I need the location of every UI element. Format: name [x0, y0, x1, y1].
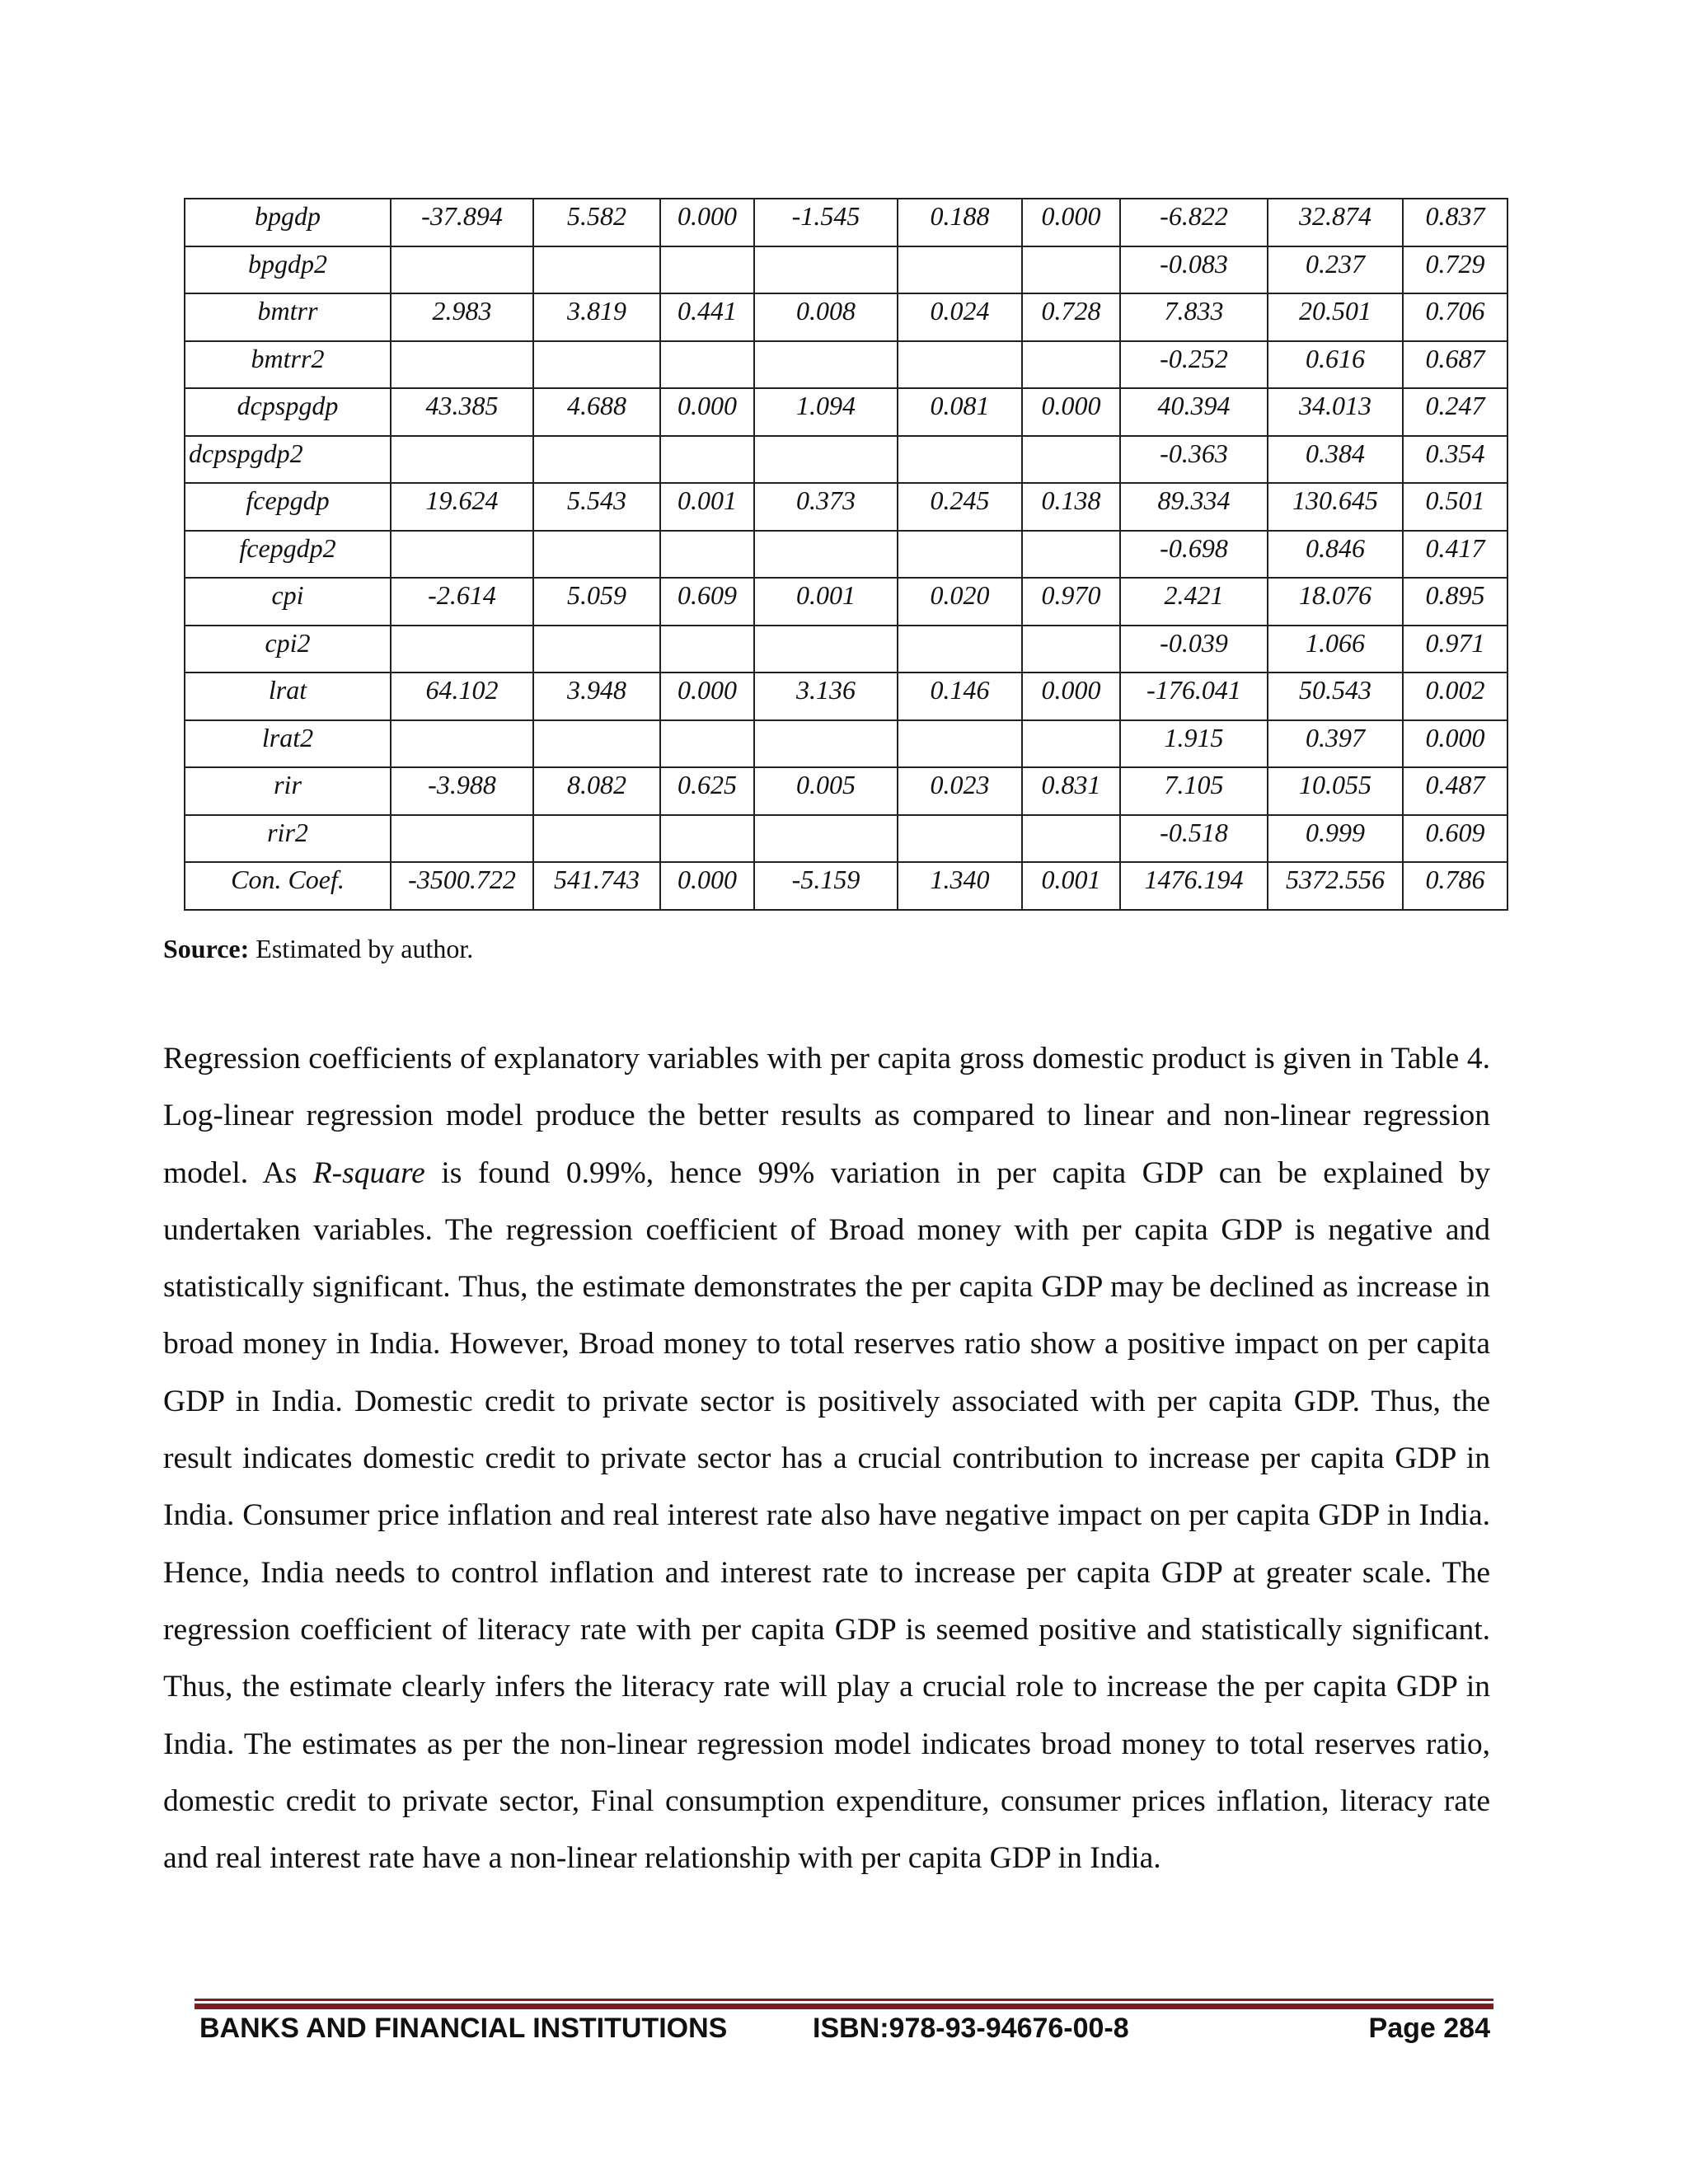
table-cell: 43.385 [391, 388, 533, 436]
table-cell: 89.334 [1120, 483, 1268, 531]
table-cell [1022, 246, 1120, 294]
variable-name-cell: dcpspgdp [185, 388, 391, 436]
table-cell [898, 720, 1022, 768]
table-cell: 0.616 [1268, 341, 1403, 389]
table-cell [391, 531, 533, 579]
table-cell: 18.076 [1268, 578, 1403, 626]
table-cell: 4.688 [533, 388, 660, 436]
table-cell: 1.915 [1120, 720, 1268, 768]
table-cell: 0.001 [660, 483, 754, 531]
table-cell: 0.138 [1022, 483, 1120, 531]
table-cell: 0.000 [660, 673, 754, 720]
table-cell: 8.082 [533, 767, 660, 815]
table-cell [660, 531, 754, 579]
table-row [185, 767, 1507, 815]
variable-name-cell: lrat2 [185, 720, 391, 768]
table-cell: 3.819 [533, 293, 660, 341]
table-cell [754, 626, 898, 673]
table-cell: -37.894 [391, 199, 533, 246]
table-cell [533, 626, 660, 673]
table-cell [898, 341, 1022, 389]
table-cell: 0.008 [754, 293, 898, 341]
table-cell: 0.020 [898, 578, 1022, 626]
table-row [185, 341, 1507, 389]
table-cell [533, 436, 660, 484]
table-cell: 40.394 [1120, 388, 1268, 436]
footer-book-title: BANKS AND FINANCIAL INSTITUTIONS [199, 2013, 728, 2044]
table-cell [898, 436, 1022, 484]
table-cell: -3500.722 [391, 862, 533, 910]
table-cell: 0.000 [1403, 720, 1507, 768]
variable-name-cell: rir2 [185, 815, 391, 863]
table-cell [1022, 531, 1120, 579]
table-cell: -6.822 [1120, 199, 1268, 246]
table-row [185, 720, 1507, 768]
footer-rule-thin [195, 1999, 1493, 2001]
table-cell: -1.545 [754, 199, 898, 246]
table-cell: 0.188 [898, 199, 1022, 246]
table-cell: -0.518 [1120, 815, 1268, 863]
variable-name-cell: fcepgdp [185, 483, 391, 531]
table-cell: 0.417 [1403, 531, 1507, 579]
table-cell [898, 246, 1022, 294]
table-cell [391, 246, 533, 294]
table-cell: 0.728 [1022, 293, 1120, 341]
footer-rule-thick [195, 2004, 1493, 2009]
table-cell: 0.005 [754, 767, 898, 815]
table-cell: -0.083 [1120, 246, 1268, 294]
table-cell: 0.384 [1268, 436, 1403, 484]
table-cell: 10.055 [1268, 767, 1403, 815]
table-cell: 0.023 [898, 767, 1022, 815]
table-cell: 0.625 [660, 767, 754, 815]
paragraph-part-1: Regression coefficients of explanatory variables with per capita gross domestic product is given in Table 4. Log-linear regression model produce the better results as compared to linear and non-linear regression model. As [163, 1042, 1490, 1190]
r-square-term: R-square [312, 1155, 425, 1190]
table-row [185, 436, 1507, 484]
page-footer [199, 2013, 1490, 2054]
table-cell: 0.081 [898, 388, 1022, 436]
table-cell: 0.999 [1268, 815, 1403, 863]
table-cell: 5.543 [533, 483, 660, 531]
table-cell: 0.729 [1403, 246, 1507, 294]
table-cell: 0.706 [1403, 293, 1507, 341]
table-cell [391, 720, 533, 768]
table-cell [533, 720, 660, 768]
table-cell [1022, 815, 1120, 863]
table-cell: 0.846 [1268, 531, 1403, 579]
variable-name-cell: bpgdp [185, 199, 391, 246]
table-source-note [163, 934, 473, 964]
table-row [185, 673, 1507, 720]
table-cell: 0.000 [660, 388, 754, 436]
table-cell [754, 246, 898, 294]
table-cell [1022, 720, 1120, 768]
table-cell: 0.786 [1403, 862, 1507, 910]
table-cell [533, 531, 660, 579]
regression-table-body [185, 199, 1507, 910]
table-cell [754, 720, 898, 768]
variable-name-cell: cpi2 [185, 626, 391, 673]
table-row [185, 199, 1507, 246]
table-cell [898, 531, 1022, 579]
table-cell: 5.582 [533, 199, 660, 246]
table-cell: -5.159 [754, 862, 898, 910]
variable-name-cell: rir [185, 767, 391, 815]
table-cell: -0.363 [1120, 436, 1268, 484]
table-cell: 5372.556 [1268, 862, 1403, 910]
regression-table [184, 198, 1508, 911]
table-cell [1022, 436, 1120, 484]
table-cell: -0.252 [1120, 341, 1268, 389]
table-cell [660, 815, 754, 863]
source-text: Estimated by author. [249, 934, 474, 963]
footer-page-number: Page 284 [1368, 2013, 1490, 2044]
table-row [185, 531, 1507, 579]
variable-name-cell: bmtrr2 [185, 341, 391, 389]
table-cell: 0.001 [1022, 862, 1120, 910]
table-cell: 0.487 [1403, 767, 1507, 815]
table-cell: 0.237 [1268, 246, 1403, 294]
table-cell [754, 531, 898, 579]
table-cell: 0.001 [754, 578, 898, 626]
table-cell: 0.687 [1403, 341, 1507, 389]
table-cell: 0.002 [1403, 673, 1507, 720]
variable-name-cell: cpi [185, 578, 391, 626]
table-row [185, 862, 1507, 910]
table-cell [660, 626, 754, 673]
table-cell: -0.039 [1120, 626, 1268, 673]
table-row [185, 578, 1507, 626]
table-cell: 64.102 [391, 673, 533, 720]
table-cell: 0.971 [1403, 626, 1507, 673]
table-cell: 0.373 [754, 483, 898, 531]
table-cell: 0.024 [898, 293, 1022, 341]
table-row [185, 626, 1507, 673]
table-cell: 0.000 [1022, 673, 1120, 720]
table-cell: 0.000 [660, 862, 754, 910]
table-cell [391, 341, 533, 389]
source-label: Source: [163, 934, 250, 963]
variable-name-cell: bpgdp2 [185, 246, 391, 294]
table-row [185, 483, 1507, 531]
table-cell: 0.354 [1403, 436, 1507, 484]
table-cell: -2.614 [391, 578, 533, 626]
body-paragraph [163, 1030, 1490, 1886]
table-cell: 0.146 [898, 673, 1022, 720]
table-cell [660, 436, 754, 484]
table-cell: 0.831 [1022, 767, 1120, 815]
table-cell: 34.013 [1268, 388, 1403, 436]
table-cell [391, 436, 533, 484]
table-cell: 19.624 [391, 483, 533, 531]
table-cell: 3.136 [754, 673, 898, 720]
table-row [185, 388, 1507, 436]
table-cell: 7.833 [1120, 293, 1268, 341]
table-cell [533, 341, 660, 389]
table-cell: 1.066 [1268, 626, 1403, 673]
table-cell [533, 246, 660, 294]
table-cell: 0.000 [1022, 388, 1120, 436]
table-cell [660, 341, 754, 389]
table-cell: 0.000 [1022, 199, 1120, 246]
table-cell: 1476.194 [1120, 862, 1268, 910]
footer-isbn: ISBN:978-93-94676-00-8 [813, 2013, 1129, 2044]
table-cell: -3.988 [391, 767, 533, 815]
table-cell [898, 626, 1022, 673]
table-cell [391, 626, 533, 673]
table-cell: 0.895 [1403, 578, 1507, 626]
table-row [185, 246, 1507, 294]
table-cell: 0.247 [1403, 388, 1507, 436]
table-row [185, 815, 1507, 863]
paragraph-part-2: is found 0.99%, hence 99% variation in per capita GDP can be explained by undertaken variables. The regression coefficient of Broad money with per capita GDP is negative and statistically significant. Thus, the estimate demonstrates the per capita GDP may be declined as increase in broad money in India. However, Broad money to total reserves ratio show a positive impact on per capita GDP in India. Domestic credit to private sector is positively associated with per capita GDP. Thus, the result indicates domestic credit to private sector has a crucial contribution to increase per capita GDP in India. Consumer price inflation and real interest rate also have negative impact on per capita GDP in India. Hence, India needs to control inflation and interest rate to increase per capita GDP at greater scale. The regression coefficient of literacy rate with per capita GDP is seemed positive and statistically significant. Thus, the estimate clearly infers the literacy rate will play a crucial role to increase the per capita GDP in India. The estimates as per the non-linear regression model indicates broad money to total reserves ratio, domestic credit to private sector, Final consumption expenditure, consumer prices inflation, literacy rate and real interest rate have a non-linear relationship with per capita GDP in India. [163, 1155, 1491, 1876]
table-cell [754, 436, 898, 484]
variable-name-cell: dcpspgdp2 [185, 436, 391, 484]
table-cell: 0.441 [660, 293, 754, 341]
table-cell: 1.094 [754, 388, 898, 436]
table-cell: 0.397 [1268, 720, 1403, 768]
table-cell: 541.743 [533, 862, 660, 910]
variable-name-cell: Con. Coef. [185, 862, 391, 910]
table-cell: 0.609 [660, 578, 754, 626]
table-cell: 3.948 [533, 673, 660, 720]
table-cell: 0.609 [1403, 815, 1507, 863]
table-cell [898, 815, 1022, 863]
table-cell: 0.501 [1403, 483, 1507, 531]
variable-name-cell: fcepgdp2 [185, 531, 391, 579]
table-cell [754, 815, 898, 863]
table-cell: 2.983 [391, 293, 533, 341]
variable-name-cell: bmtrr [185, 293, 391, 341]
table-cell: 20.501 [1268, 293, 1403, 341]
table-cell: 0.000 [660, 199, 754, 246]
table-cell [660, 246, 754, 294]
table-cell: 0.837 [1403, 199, 1507, 246]
variable-name-cell: lrat [185, 673, 391, 720]
table-cell [1022, 626, 1120, 673]
table-cell [533, 815, 660, 863]
table-cell: -176.041 [1120, 673, 1268, 720]
table-cell: 130.645 [1268, 483, 1403, 531]
table-cell: 32.874 [1268, 199, 1403, 246]
table-cell: 0.970 [1022, 578, 1120, 626]
table-cell [754, 341, 898, 389]
table-cell: 1.340 [898, 862, 1022, 910]
table-cell [391, 815, 533, 863]
table-cell: -0.698 [1120, 531, 1268, 579]
table-cell [1022, 341, 1120, 389]
table-row [185, 293, 1507, 341]
table-cell: 5.059 [533, 578, 660, 626]
table-cell: 0.245 [898, 483, 1022, 531]
table-cell: 2.421 [1120, 578, 1268, 626]
table-cell: 7.105 [1120, 767, 1268, 815]
table-cell [660, 720, 754, 768]
table-cell: 50.543 [1268, 673, 1403, 720]
